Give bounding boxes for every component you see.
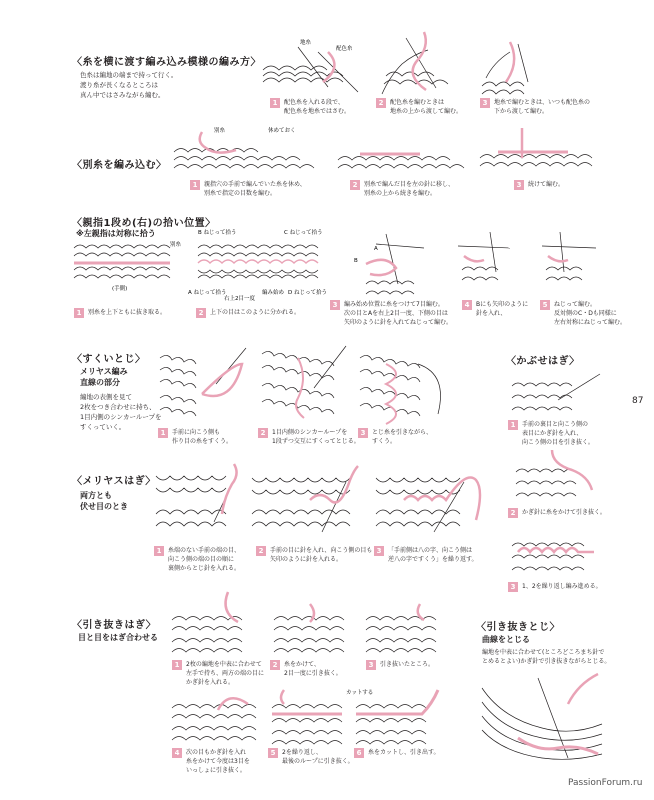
step-badge: 3 bbox=[508, 582, 518, 592]
thumb-figure-1 bbox=[70, 236, 180, 294]
step-badge: 1 bbox=[190, 180, 200, 190]
section-title-stranded: 〈糸を横に渡す編み込み模様の編み方〉 bbox=[72, 57, 261, 68]
kitchener-figure-2 bbox=[250, 462, 360, 542]
label-waste: 別糸 bbox=[170, 242, 182, 248]
label-b-twist: B ねじって拾う bbox=[198, 230, 237, 236]
label-c-twist: C ねじって拾う bbox=[284, 230, 323, 236]
three-needle-caption-1: 1 手前の裏目と向こう側の 表目にかぎ針を入れ、 向こう側の目を引き抜く。 bbox=[508, 420, 594, 447]
step-badge: 3 bbox=[480, 98, 490, 108]
step-badge: 1 bbox=[158, 428, 168, 438]
thumb-figure-4 bbox=[454, 226, 514, 286]
step-badge: 2 bbox=[376, 98, 386, 108]
thumb-caption-4: 4 Bにも矢印のように 針を入れ、 bbox=[462, 300, 528, 318]
mattress-sub: メリヤス編み 直線の部分 bbox=[80, 367, 128, 387]
label-a: A bbox=[374, 246, 378, 252]
three-needle-caption-3: 3 1、2を繰り返し編み進める。 bbox=[508, 582, 602, 592]
label-start: 編み始め bbox=[262, 290, 285, 296]
label-d-twist: D ねじって拾う bbox=[288, 290, 327, 296]
label-waste: 別糸 bbox=[214, 128, 226, 134]
note-line: 色糸は編地の端まで持って行く。 bbox=[80, 71, 178, 79]
step-badge: 1 bbox=[172, 660, 182, 670]
label-color: 配色糸 bbox=[336, 46, 353, 52]
three-needle-figure-3 bbox=[508, 524, 602, 580]
section-title-thumb-pickup: 〈親指1段め(右)の拾い位置〉 bbox=[72, 218, 216, 229]
section-title-kitchener: 〈メリヤスはぎ〉 bbox=[72, 476, 156, 487]
note-line: 渡り糸が長くなるところは bbox=[80, 81, 158, 89]
note-line: 真ん中ではさみながら編む。 bbox=[80, 91, 165, 99]
waste-figure-2 bbox=[336, 136, 474, 176]
slip-caption-1: 1 2枚の編地を中表に合わせて 左手で持ち、両方の端の目に かぎ針を入れる。 bbox=[172, 660, 264, 687]
step-badge: 1 bbox=[154, 546, 164, 556]
mattress-note: 編地の表側を見て 2枚をつき合わせに持ち、 1目内側のシンカーループを すくっていく。 bbox=[80, 393, 162, 431]
thumb-caption-1: 1 別糸を上下ともに抜き取る。 bbox=[74, 308, 166, 318]
step-badge: 3 bbox=[366, 660, 376, 670]
kitchener-figure-3 bbox=[374, 462, 494, 542]
slip-seam-figure bbox=[478, 668, 608, 768]
step-badge: 2 bbox=[270, 660, 280, 670]
three-needle-caption-2: 2 かぎ針に糸をかけて引き抜く。 bbox=[508, 508, 606, 518]
step-badge: 2 bbox=[258, 428, 268, 438]
section-title-slip-bind: 〈引き抜きはぎ〉 bbox=[72, 620, 157, 631]
stranded-caption-3: 3 地糸で編むときは、いつも配色糸の 下から渡して編む。 bbox=[480, 98, 590, 116]
waste-caption-3: 3 続けて編む。 bbox=[514, 180, 564, 190]
slip-caption-5: 5 2を繰り返し、 最後のループに引き抜く。 bbox=[268, 748, 354, 766]
mattress-caption-3: 3 とじ糸を引きながら、 すくう。 bbox=[358, 428, 432, 446]
thumb-figure-3 bbox=[346, 224, 426, 300]
kitchener-caption-2: 2 手前の目に針を入れ、向こう側の目も 矢印のように針を入れる。 bbox=[256, 546, 372, 564]
slip-caption-6: 6 糸をカットし、引き出す。 bbox=[354, 748, 439, 758]
slip-bind-sub: 目と目をはぎ合わせる bbox=[78, 633, 158, 642]
slip-figure-3 bbox=[362, 602, 442, 658]
thumb-caption-2: 2 上下の目はこのように分かれる。 bbox=[196, 308, 300, 318]
step-badge: 2 bbox=[350, 180, 360, 190]
thumb-caption-3: 3 編み始め位置に糸をつけて7目編む。 次の目とAを右上2目一度、下側の目は 矢印のように針を入れてねじって編む。 bbox=[330, 300, 452, 327]
slip-figure-5 bbox=[268, 688, 348, 752]
stranded-figure-3 bbox=[478, 38, 538, 100]
label-palm: (手側) bbox=[112, 286, 128, 292]
kitchener-sub: 両方とも 伏せ目のとき bbox=[80, 491, 128, 511]
slip-figure-6 bbox=[346, 686, 444, 752]
three-needle-figure-2 bbox=[512, 448, 596, 504]
step-badge: 1 bbox=[270, 98, 280, 108]
waste-caption-2: 2 別糸で編んだ目を左の針に移し、 別糸の上から続きを編む。 bbox=[350, 180, 454, 198]
section-title-mattress: 〈すくいとじ〉 bbox=[72, 354, 146, 365]
section-title-slip-seam: 〈引き抜きとじ〉 bbox=[476, 622, 560, 633]
page-number: 87 bbox=[632, 396, 644, 406]
step-badge: 3 bbox=[358, 428, 368, 438]
step-badge: 2 bbox=[508, 508, 518, 518]
watermark: PassionForum.ru bbox=[568, 778, 643, 788]
mattress-figure-1 bbox=[156, 344, 248, 430]
waste-caption-1: 1 親指穴の手前で編んでいた糸を休め、 別糸で指定の目数を編む。 bbox=[190, 180, 306, 198]
kitchener-caption-1: 1 糸端のない手前の端の目、 向こう側の端の目の順に 裏側からとじ針を入れる。 bbox=[154, 546, 240, 573]
label-cut: カットする bbox=[346, 690, 374, 696]
mattress-figure-3 bbox=[356, 344, 448, 430]
step-badge: 5 bbox=[540, 300, 550, 310]
label-b: B bbox=[354, 258, 358, 264]
section-title-three-needle: 〈かぶせはぎ〉 bbox=[506, 356, 580, 367]
stranded-note bbox=[80, 70, 177, 100]
stranded-figure-2 bbox=[376, 28, 472, 100]
mattress-caption-1: 1 手前に向こう側も 作り目の糸をすくう。 bbox=[158, 428, 232, 446]
kitchener-figure-1 bbox=[154, 460, 244, 542]
mattress-caption-2: 2 1目内側のシンカーループを 1段ずつ交互にすくってとじる。 bbox=[258, 428, 360, 446]
step-badge: 6 bbox=[354, 748, 364, 758]
thumb-figure-5 bbox=[538, 226, 600, 286]
slip-caption-4: 4 次の目もかぎ針を入れ 糸をかけて今度は3目を いっしょに引き抜く。 bbox=[172, 748, 250, 775]
slip-caption-2: 2 糸をかけて、 2目一度に引き抜く。 bbox=[270, 660, 342, 678]
slip-seam-sub: 曲線をとじる bbox=[482, 635, 530, 644]
step-badge: 2 bbox=[256, 546, 266, 556]
label-ground: 地糸 bbox=[300, 40, 312, 46]
slip-figure-4 bbox=[168, 690, 264, 752]
step-badge: 3 bbox=[514, 180, 524, 190]
section-title-waste-yarn: 〈別糸を編み込む〉 bbox=[72, 160, 167, 171]
step-badge: 1 bbox=[74, 308, 84, 318]
stranded-caption-1: 1 配色糸を入れる段で、 配色糸を地糸ではさむ。 bbox=[270, 98, 350, 116]
thumb-figure-2 bbox=[188, 226, 338, 302]
step-badge: 5 bbox=[268, 748, 278, 758]
waste-figure-1 bbox=[172, 124, 312, 176]
mattress-figure-2 bbox=[258, 338, 350, 426]
step-badge: 3 bbox=[374, 546, 384, 556]
label-right-row: 右上2目一度 bbox=[224, 296, 255, 302]
slip-figure-1 bbox=[168, 590, 260, 658]
label-rest: 休めておく bbox=[268, 128, 296, 134]
three-needle-figure-1 bbox=[508, 370, 604, 420]
step-badge: 1 bbox=[508, 420, 518, 430]
stranded-figure-1 bbox=[258, 32, 366, 102]
step-badge: 2 bbox=[196, 308, 206, 318]
waste-figure-3 bbox=[478, 124, 602, 174]
step-badge: 4 bbox=[462, 300, 472, 310]
kitchener-caption-3: 3 「手前側は八の字、向こう側は 逆八の字ですくう」を繰り返す。 bbox=[374, 546, 478, 564]
slip-figure-2 bbox=[270, 600, 354, 658]
label-a-twist: A ねじって拾う bbox=[188, 290, 227, 296]
thumb-subtitle: ※左親指は対称に拾う bbox=[76, 229, 156, 238]
step-badge: 4 bbox=[172, 748, 182, 758]
slip-caption-3: 3 引き抜いたところ。 bbox=[366, 660, 434, 670]
step-badge: 3 bbox=[330, 300, 340, 310]
stranded-caption-2: 2 配色糸を編むときは 地糸の上から渡して編む。 bbox=[376, 98, 462, 116]
slip-seam-note: 編地を中表に合わせて(ところどころまち針で とめるとよい)かぎ針で引き抜きながらとじる。 bbox=[482, 649, 611, 665]
thumb-caption-5: 5 ねじって編む。 反対側のC・Dも同様に 左右対称にねじって編む。 bbox=[540, 300, 626, 327]
